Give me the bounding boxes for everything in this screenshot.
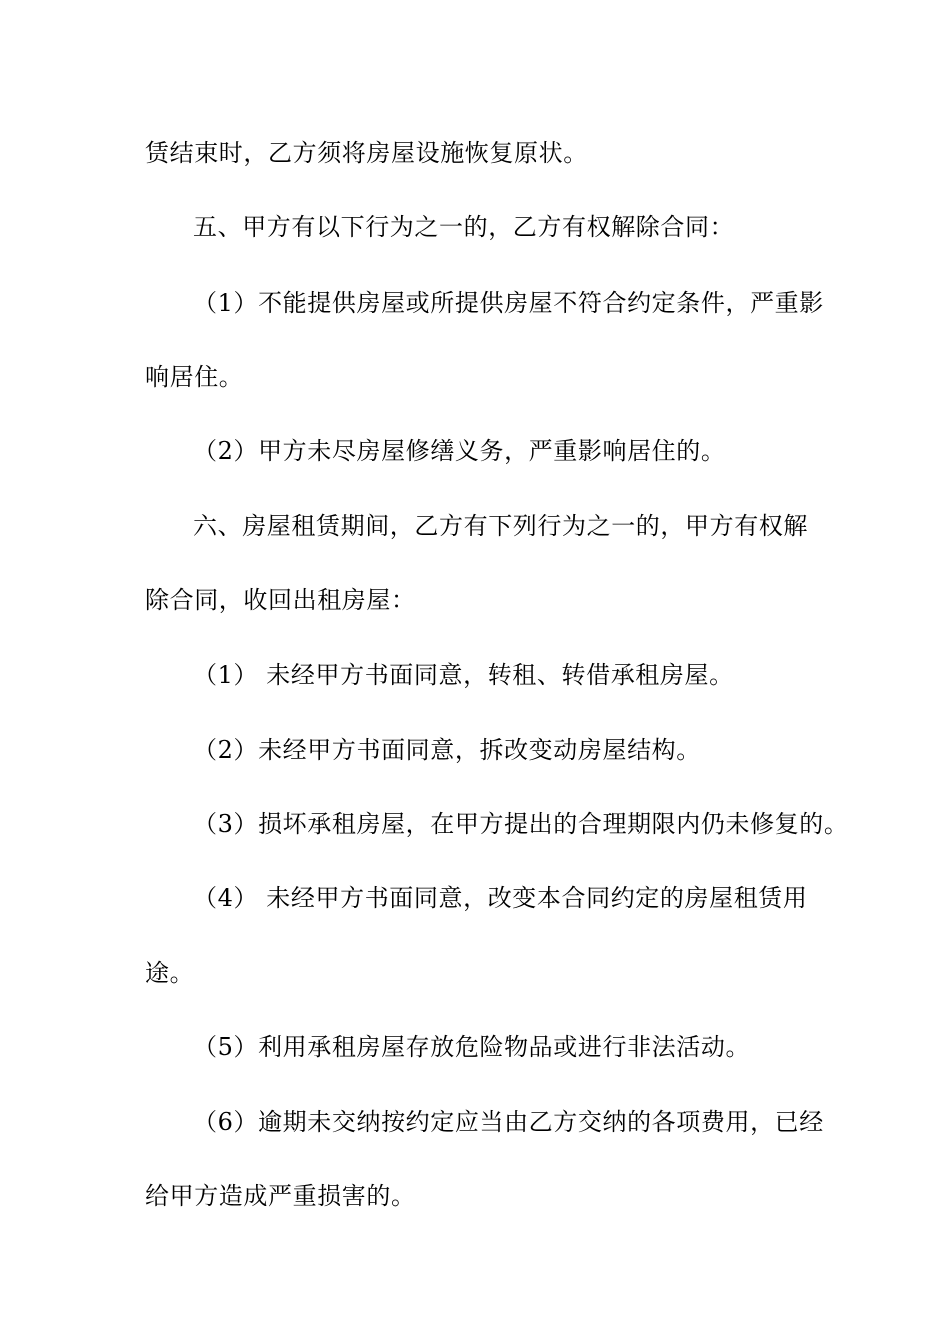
text-line: （2）未经甲方书面同意，拆改变动房屋结构。 [193, 736, 701, 764]
text-line: （2）甲方未尽房屋修缮义务，严重影响居住的。 [193, 437, 726, 465]
clause-heading: 六、房屋租赁期间，乙方有下列行为之一的，甲方有权解 [193, 512, 808, 540]
text-line: （4） 未经甲方书面同意，改变本合同约定的房屋租赁用 [193, 884, 808, 912]
text-line: （6）逾期未交纳按约定应当由乙方交纳的各项费用，已经 [193, 1108, 824, 1136]
text-line: 途。 [145, 959, 195, 987]
text-line: （3）损坏承租房屋，在甲方提出的合理期限内仍未修复的。 [193, 810, 849, 838]
text-line: 赁结束时，乙方须将房屋设施恢复原状。 [145, 139, 588, 167]
text-line: 响居住。 [145, 363, 244, 391]
text-line: 给甲方造成严重损害的。 [145, 1182, 416, 1210]
text-line: 除合同，收回出租房屋： [145, 586, 416, 614]
text-line: （1） 未经甲方书面同意，转租、转借承租房屋。 [193, 661, 734, 689]
text-line: （1）不能提供房屋或所提供房屋不符合约定条件，严重影 [193, 289, 824, 317]
clause-heading: 五、甲方有以下行为之一的，乙方有权解除合同： [193, 213, 735, 241]
text-line: （5）利用承租房屋存放危险物品或进行非法活动。 [193, 1033, 751, 1061]
